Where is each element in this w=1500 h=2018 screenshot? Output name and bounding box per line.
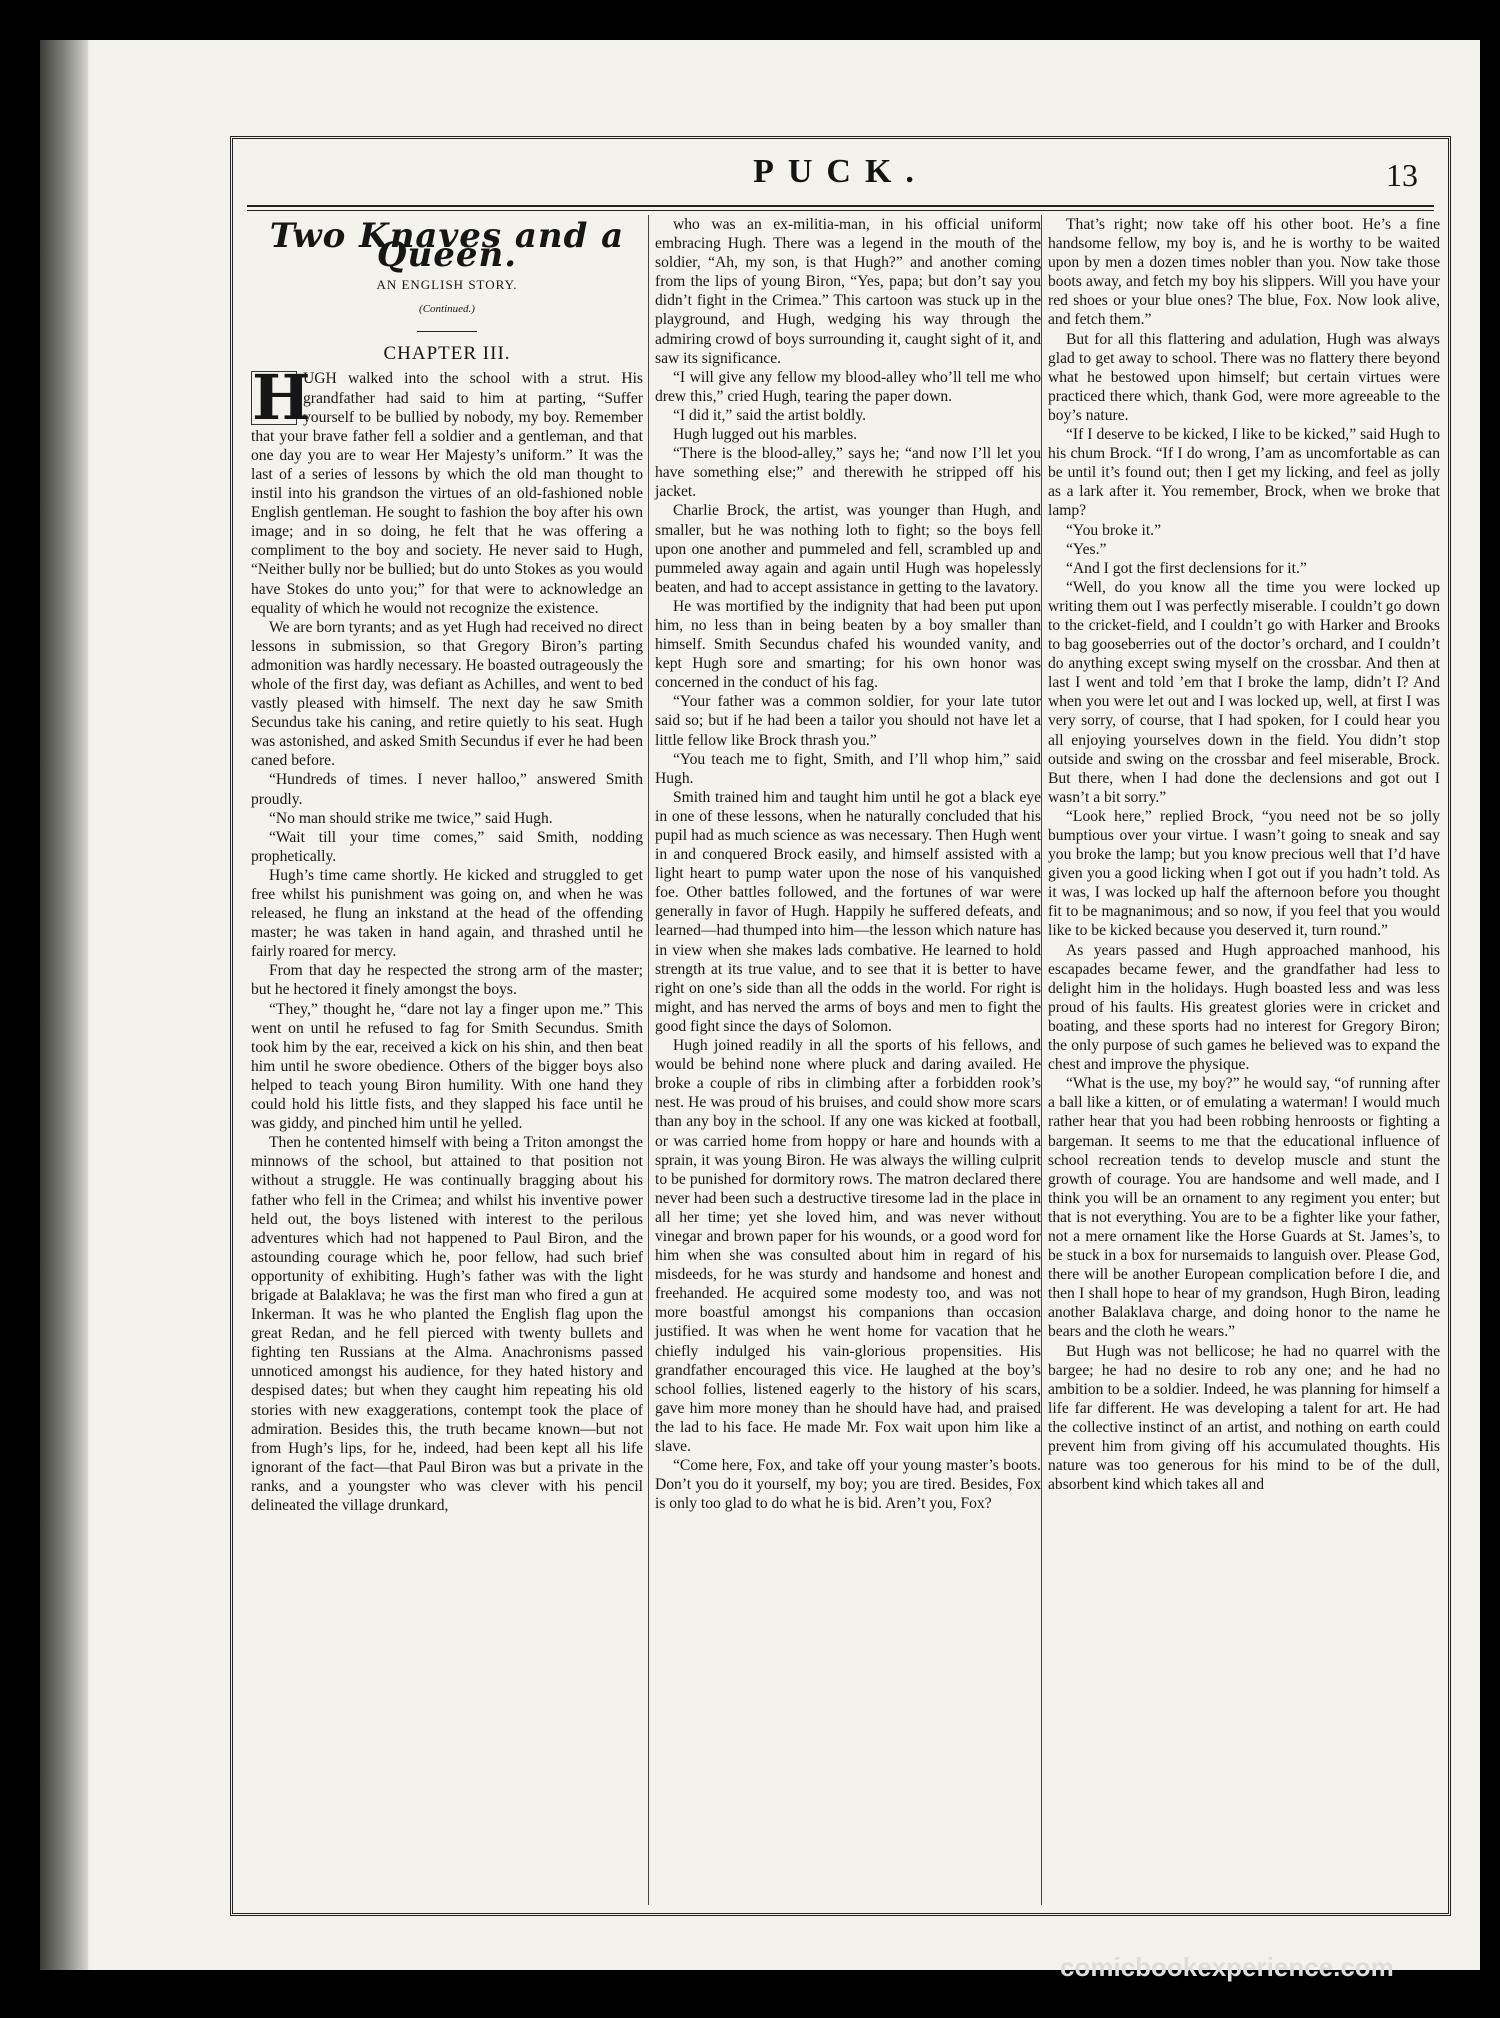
column-3-body [1048,215,1440,1494]
paragraph: “Your father was a common soldier, for your late tutor said so; but if he had been a tailor you should not have let a little fellow like Brock thrash you.” [655,693,1041,749]
paragraph: We are born tyrants; and as yet Hugh had received no direct lessons in submission, so that Gregory Biron’s parting admonition was hardly necessary. He boasted outrageously the whole of the first day, was defiant as Achilles, and went to bed vastly pleased with himself. The next day he saw Smith Secundus take his caning, and retire quietly to his seat. Hugh was astonished, and asked Smith Secundus if ever he had been caned before. [251,618,643,770]
paragraph: “Come here, Fox, and take off your young master’s boots. Don’t you do it yourself, my boy; you are tired. Besides, Fox is only too glad to do what he is bid. Aren’t you, Fox? [655,1457,1041,1513]
paragraph: “They,” thought he, “dare not lay a finger upon me.” This went on until he refused to fag for Smith Secundus. Smith took him by the ear, received a kick on his shin, and then beat him until he swore obedience. Others of the bigger boys also helped to teach young Biron humility. With one hand they could hold his little fists, and they slapped his face until he was giddy, and pinched him until he yelled. [251,1000,643,1133]
story-title: Two Knaves and a Queen. [269,216,625,276]
paragraph: “Yes.” [1066,540,1107,558]
header-rule [247,205,1434,211]
paragraph: From that day he respected the strong arm of the master; but he hectored it finely amongst the boys. [251,962,643,999]
paragraph [251,361,643,617]
paragraph: “I did it,” said the artist boldly. [673,406,867,424]
paragraph-text: UGH walked into the school with a strut. His grandfather had said to him at parting, “Suffer yourself to be bullied by nobody, my boy. Remember that your brave father fell a soldier and a gentleman, and that one day you are to wear Her Majesty’s uniform.” It was the last of a series of lessons by which the old man thought to instil into his grandson the virtues of an old-fashioned noble English gentleman. He sought to fashion the boy after his own image; and in so doing, he felt that he was offering a compliment to the boy and society. He never said to Hugh, “Neither bully nor be bullied; but do unto Stokes as you would have Stokes do unto you;” for that were to acknowledge an equality of which he would not recognize the existence. [251,370,643,617]
paragraph: “Hundreds of times. I never halloo,” answered Smith proudly. [251,771,643,808]
paragraph: Charlie Brock, the artist, was younger than Hugh, and smaller, but he was nothing loth to fight; so the boys fell upon one another and pummeled and fell, scrambled up and pummeled away again and again until Hugh was hopelessly beaten, and had to accept assistance in getting to the lavatory. [655,502,1041,596]
paragraph: “You broke it.” [1066,521,1162,539]
column-2-body [655,215,1041,1513]
paragraph: Then he contented himself with being a Triton amongst the minnows of the school, but attained to that position not without a struggle. He was continually bragging about his father who fell in the Crimea; and whilst his inventive power held out, the boys listened with interest to the perilous adventures which had not happened to Paul Biron, and the astounding courage which he, poor fellow, had such brief opportunity of exhibiting. Hugh’s father was with the light brigade at Balaklava; he was the first man who fired a gun at Inkerman. It was he who planted the English flag upon the great Redan, and he fell pierced with twenty bullets and fighting ten Russians at the Alma. Anachronisms passed unnoticed amongst his audience, for they hated history and despised dates; but when they caught him repeating his old stories with new exaggerations, contempt took the place of admiration. Besides this, the truth became known—but not from Hugh’s lips, for he, indeed, had been kept all his life ignorant of the fact—that Paul Biron was but a private in the ranks, and a youngster who was clever with his pencil delineated the village drunkard, [251,1134,643,1514]
paper-sheet [90,40,1480,1970]
paragraph: Hugh’s time came shortly. He kicked and struggled to get free whilst his punishment was going on, and when he was released, he flung an inkstand at the head of the offending master; he was taken in hand again, and thrashed until he fairly roared for mercy. [251,866,643,961]
page-binding-shadow [40,40,88,1970]
column-2 [648,215,1041,1905]
column-1-body [251,361,643,1515]
paragraph: Smith trained him and taught him until he got a black eye in one of these lessons, when he naturally concluded that his pupil had as much science as was necessary. Then Hugh went in and conquered Brock easily, and himself assisted with a light heart to pump water upon the nose of his vanquished foe. Other battles followed, and the fortunes of war were generally in favor of Hugh. Happily he suffered defeats, and learned—had thumped into him—the lesson which nature has in view when she makes lads combative. He learned to hold strength at its true value, and to see that it is better to have right on one’s side than all the odds in the world. For right is might, and has nerved the arms of boys and men to fight the good fight since the days of Solomon. [655,788,1041,1035]
paragraph: “If I deserve to be kicked, I like to be kicked,” said Hugh to his chum Brock. “If I do wrong, I’am as uncomfortable as can be until it’s found out; then I get my licking, and feel as jolly as a lark after it. You remember, Brock, when we broke that lamp? [1048,426,1440,520]
paragraph: But Hugh was not bellicose; he had no quarrel with the bargee; he had no desire to rob any one; and he had no ambition to be a soldier. Indeed, he was planning for himself a life far different. He was developing a talent for art. He had the collective instinct of an artist, and nothing on earth could prevent him from giving off his accumulated thoughts. His nature was too generous for his mind to be of the dull, absorbent kind which takes all and [1048,1342,1440,1494]
paragraph: who was an ex-militia-man, in his official uniform embracing Hugh. There was a legend in the mouth of the soldier, “Ah, my son, is that Hugh?” and another coming from the lips of young Biron, “Yes, papa; but don’t say you didn’t fight in the Crimea.” This cartoon was stuck up in the playground, and Hugh, wedging his way through the admiring crowd of boys surrounding it, caught sight of it, and saw its significance. [655,216,1041,367]
paragraph: “Look here,” replied Brock, “you need not be so jolly bumptious over your virtue. I wasn’t going to sneak and say you broke the lamp; but you know precious well that I’d have given you a good licking when I got out if you hadn’t told. As it was, I was locked up half the afternoon before you thought fit to be magnanimous; and so now, if you feel that you would like to be kicked because you deserved it, turn round.” [1048,807,1440,940]
paragraph: “And I got the first declensions for it.” [1066,559,1307,577]
paragraph: “Well, do you know all the time you were locked up writing them out I was perfectly miserable. I couldn’t go down to the cricket-field, and I couldn’t go with Harker and Brooks to bag gooseberries out of the doctor’s orchard, and I couldn’t do anything except swing myself on the crossbar. And then at last I went and told ’em that I broke the lamp, didn’t I? And when you were let out and I was locked up, well, at first I was very sorry, of course, that I had spoken, for I could hear you all enjoying yourselves down in the field. You didn’t stop outside and swing on the crossbar and feel miserable, Brock. But there, when I had done the declensions and got out I wasn’t a bit sorry.” [1048,578,1440,806]
paragraph: “I will give any fellow my blood-alley who’ll tell me who drew this,” cried Hugh, tearing the paper down. [655,368,1041,405]
paragraph: That’s right; now take off his other boot. He’s a fine handsome fellow, my boy is, and he is worthy to be waited upon by men a dozen times nobler than you. Now take those boots away, and fetch my boy his slippers. Will you have your red shoes or your blue ones? The blue, Fox. Now look alive, and fetch them.” [1048,216,1440,329]
title-rule [417,331,477,332]
paragraph: “You teach me to fight, Smith, and I’ll whop him,” said Hugh. [655,750,1041,787]
column-3 [1041,215,1440,1905]
masthead: PUCK. [753,153,928,190]
chapter-heading: CHAPTER III. [383,343,511,365]
paragraph: “No man should strike me twice,” said Hugh. [269,809,553,827]
paragraph: As years passed and Hugh approached manhood, his escapades became fewer, and the grandfather had less to delight him in the holidays. Hugh boasted less and was less proud of his faults. His greatest glories were in cricket and boating, and these sports had no interest for Gregory Biron; the only purpose of such games he believed was to expand the chest and improve the physique. [1048,941,1440,1074]
drop-cap: H [252,361,311,435]
page-number: 13 [1386,157,1418,193]
paragraph: But for all this flattering and adulation, Hugh was always glad to get away to school. There was no flattery there beyond what he bestowed upon himself; but certain virtues were practiced there which, thank God, were more agreeable to the boy’s nature. [1048,330,1440,424]
paragraph: “What is the use, my boy?” he would say, “of running after a ball like a kitten, or of emulating a waterman! I would much rather hear that you had been robbing henroosts or fighting a bargeman. It seems to me that the educational influence of school recreation tends to develop muscle and stunt the growth of courage. You are handsome and well made, and I think you will be an ornament to any regiment you enter; but that is not everything. You are to be a fighter like your father, not a mere ornament like the Horse Guards at St. James’s, to be stuck in a box for nursemaids to languish over. Please God, there will be another European complication before I die, and then I shall hope to hear of my grandson, Hugh Biron, leading another Balaklava charge, and doing honor to the name he bears and the cloth he wears.” [1048,1075,1440,1341]
paragraph: “Wait till your time comes,” said Smith, nodding prophetically. [251,828,643,865]
column-1 [251,215,643,1905]
paragraph: Hugh lugged out his marbles. [673,426,858,444]
continued-note: (Continued.) [419,303,475,316]
paragraph: He was mortified by the indignity that had been put upon him, no less than in being beaten by a boy smaller than himself. Smith Secundus chafed his wounded vanity, and kept Hugh sore and smarting; for his own honor was concerned in the conduct of his fag. [655,597,1041,692]
paragraph: “There is the blood-alley,” says he; “and now I’ll let you have something else;” and therewith he stripped off his jacket. [655,445,1041,501]
scanned-page [40,40,1480,1970]
paragraph: Hugh joined readily in all the sports of his fellows, and would be behind none where pluck and daring availed. He broke a couple of ribs in climbing after a forbidden rook’s nest. He was proud of his bruises, and could show more scars than any boy in the school. If any one was kicked at football, or was carried home from hoppy or hare and hounds with a sprain, it was young Biron. He was always the willing culprit to be punished for dormitory rows. The matron declared there never had been such a destructive tiresome lad in the place in all her time; yet she loved him, and was never without vinegar and brown paper for his wounds, or a good word for him when she was consulted about him in regard of his misdeeds, for he was sturdy and handsome and honest and freehanded. He acquired some modesty too, and was not more boastful amongst his companions than occasion justified. It was when he went home for vacation that he chiefly indulged his vain-glorious propensities. His grandfather encouraged this vice. He laughed at the boy’s school follies, listened eagerly to the history of his scars, gave him more money than he should have had, and praised the lad to his face. He made Mr. Fox wait upon him like a slave. [655,1037,1041,1455]
watermark: comicbookexperience.com [1060,1952,1394,1982]
page-frame [230,136,1451,1916]
story-subtitle: AN ENGLISH STORY. [376,277,518,293]
